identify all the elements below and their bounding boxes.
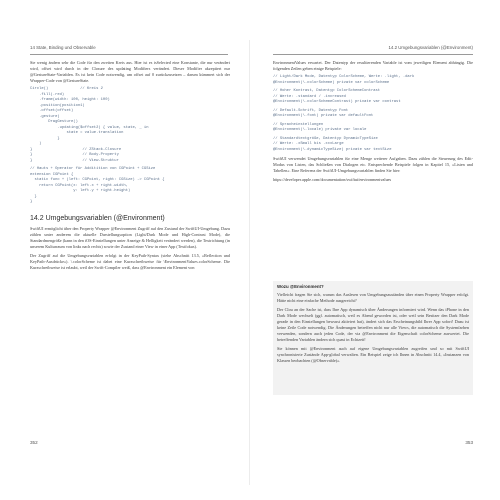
left-code-block-circle: Circle() // Kreis 2 .fill(.red) .frame(width: 100, height: 100) .position(position1) .offset(offset) .gesture( DragGesture() .updating($offset2) { value, state, _ in state = value.translation } ) } // ZStack-Closure } // Body-Property } // View-Struktur	[30, 87, 149, 163]
left-paragraph-3: Der Zugriff auf die Umgebungsvariablen erfolgt in der KeyPath-Syntax (siehe Abschnitt 13.5, »Reflection und KeyPath-Ausdrücke«). \.colorScheme ist dabei eine Kurzschreibweise für \EnvironmentValues.colorScheme. Die Kurzschreibweise ist erlaubt, weil der Swift-Compiler weiß, dass @Environment ein Element von	[30, 252, 230, 270]
info-box-paragraph-2: Der Clou an der Sache ist, dass Ihre App dynamisch über Änderungen informiert wird. Wenn das iPhone in den Dark Mode wechselt (ggf. automatisch, weil es Abend geworden ist, oder weil sein Besitzer den Dark Mode gerade in den Einstellungen bewusst aktiviert hat), ändert sich das Erscheinungsbild Ihrer App sofort! Dazu ist keine Zeile Code notwendig. Die Änderungen betreffen nicht nur alle Views, die automatisch die Systemfarben verwenden, sondern auch jeden Code, der via @Environment die Eigenschaft colorScheme auswertet. Die betreffenden Variablen ändern sich quasi in Echtzeit!	[277, 307, 469, 342]
reference-url: https://developer.apple.com/documentation/swiftui/environmentvalues	[273, 177, 392, 182]
left-paragraph-1: Sie wenig ändern sehr die Code für den zweiten Kreis aus. Hier ist es isSelected eine Konstante, die nur verändert wird, offset wird durch in der Closure des updating Modifiers verändert. Dieser Modifier akzeptiert nur @GestureState-Variablen. Es ist kein Code notwendig, um offset auf 0 zurückzusetzen – darum kümmert sich der Wrapper-Code von @GestureState.	[30, 60, 230, 83]
right-page-number: 353	[465, 440, 473, 445]
code-block-contrast: // Hoher Kontrast, Datentyp ColorSchemeContrast // Werte: .standard / .increased @Environment(\.colorSchemeContrast) private var contrast	[273, 89, 401, 104]
info-box-paragraph-1: Vielleicht fragen Sie sich, warum das Auslesen von Umgebungszuständen über einen Property Wrapper erfolgt. Hätte nicht eine einfache Methode ausgereicht?	[277, 292, 469, 303]
info-box	[273, 281, 473, 395]
gutter-divider	[249, 40, 250, 485]
info-box-body	[277, 292, 469, 367]
right-header-rule	[273, 54, 473, 55]
code-block-text-size: // Standardtextgröße, Datentyp DynamicTypeSize // Werte: .xSmall bis .xxxLarge @Environment(\.dynamicTypeSize) private var textSize	[273, 136, 392, 152]
right-running-head: 14.2 Umgebungsvariablen (@Environment)	[388, 45, 473, 50]
left-running-head: 14 State, Binding und Observable	[30, 45, 96, 50]
info-box-title: Wozu @Environment?	[277, 284, 324, 289]
info-box-paragraph-3: Sie können mit @Environment auch auf eigene Umgebungsvariablen zugreifen und so mit SwiftUI synchronisierte Zustände App-global verwalten. Ein Beispiel zeige ich Ihnen in Abschnitt 14.4, »Instanzen von Klassen beobachten (@Observable)«.	[277, 346, 469, 363]
left-paragraph-2: SwiftUI ermöglicht über den Property Wrapper @Environment Zugriff auf den Zustand der SwiftUI-Umgebung. Dazu zählen unter anderem die aktuelle Darstellungsoption (Light/Dark Mode und High-Contrast Mode), die Standardmengröße (kann in den iOS-Einstellungen unter Anzeige & Helligkeit verändert werden), die Textrichtung (in unserem Kulturraum von links nach rechts) sowie der Zustand einer View in einer App (Textfokus).	[30, 225, 230, 249]
left-page-number: 352	[30, 440, 38, 445]
code-block-color-scheme: // Light/Dark Mode, Datentyp ColorScheme, Werte: .light, .dark @Environment(\.colorScheme) private var colorScheme	[273, 75, 415, 85]
right-text-column	[273, 60, 473, 189]
left-text-column	[30, 60, 230, 274]
left-code-block-operator: // Hauts + Operator für Additition von CGPoint + CGSize extension CGPoint { static func + (left: CGPoint, right: CGSize) -> CGPoint { return CGPoint(x: left.x + right.width, y: left.y + right.height) } }	[30, 167, 165, 204]
code-block-font: // Default-Schrift, Datentyp Font @Environment(\.font) private var defaultFont	[273, 108, 374, 118]
section-heading: 14.2 Umgebungsvariablen (@Environment)	[30, 214, 165, 222]
right-paragraph-2: SwiftUI verwendet Umgebungsvariablen für eine Menge weiterer Aufgaben. Dazu zählen die Steuerung des Edit-Modus von Listen, das Schließen von Dialogen etc. Entsprechende Beispiele folgen in Kapitel 15, »Listen und Tabellen«. Eine Referenz der SwiftUI-Umgebungsvariablen finden Sie hier:	[273, 156, 473, 173]
left-header-rule	[30, 54, 228, 55]
right-paragraph-1: EnvironmentValues erwartet. Der Datentyp der resultierenden Variable ist vom jeweiligen Element abhängig. Die folgenden Zeilen geben einige Beispiele:	[273, 60, 473, 71]
code-block-locale: // Spracheinstellungen @Environment(\.locale) private var locale	[273, 122, 367, 132]
